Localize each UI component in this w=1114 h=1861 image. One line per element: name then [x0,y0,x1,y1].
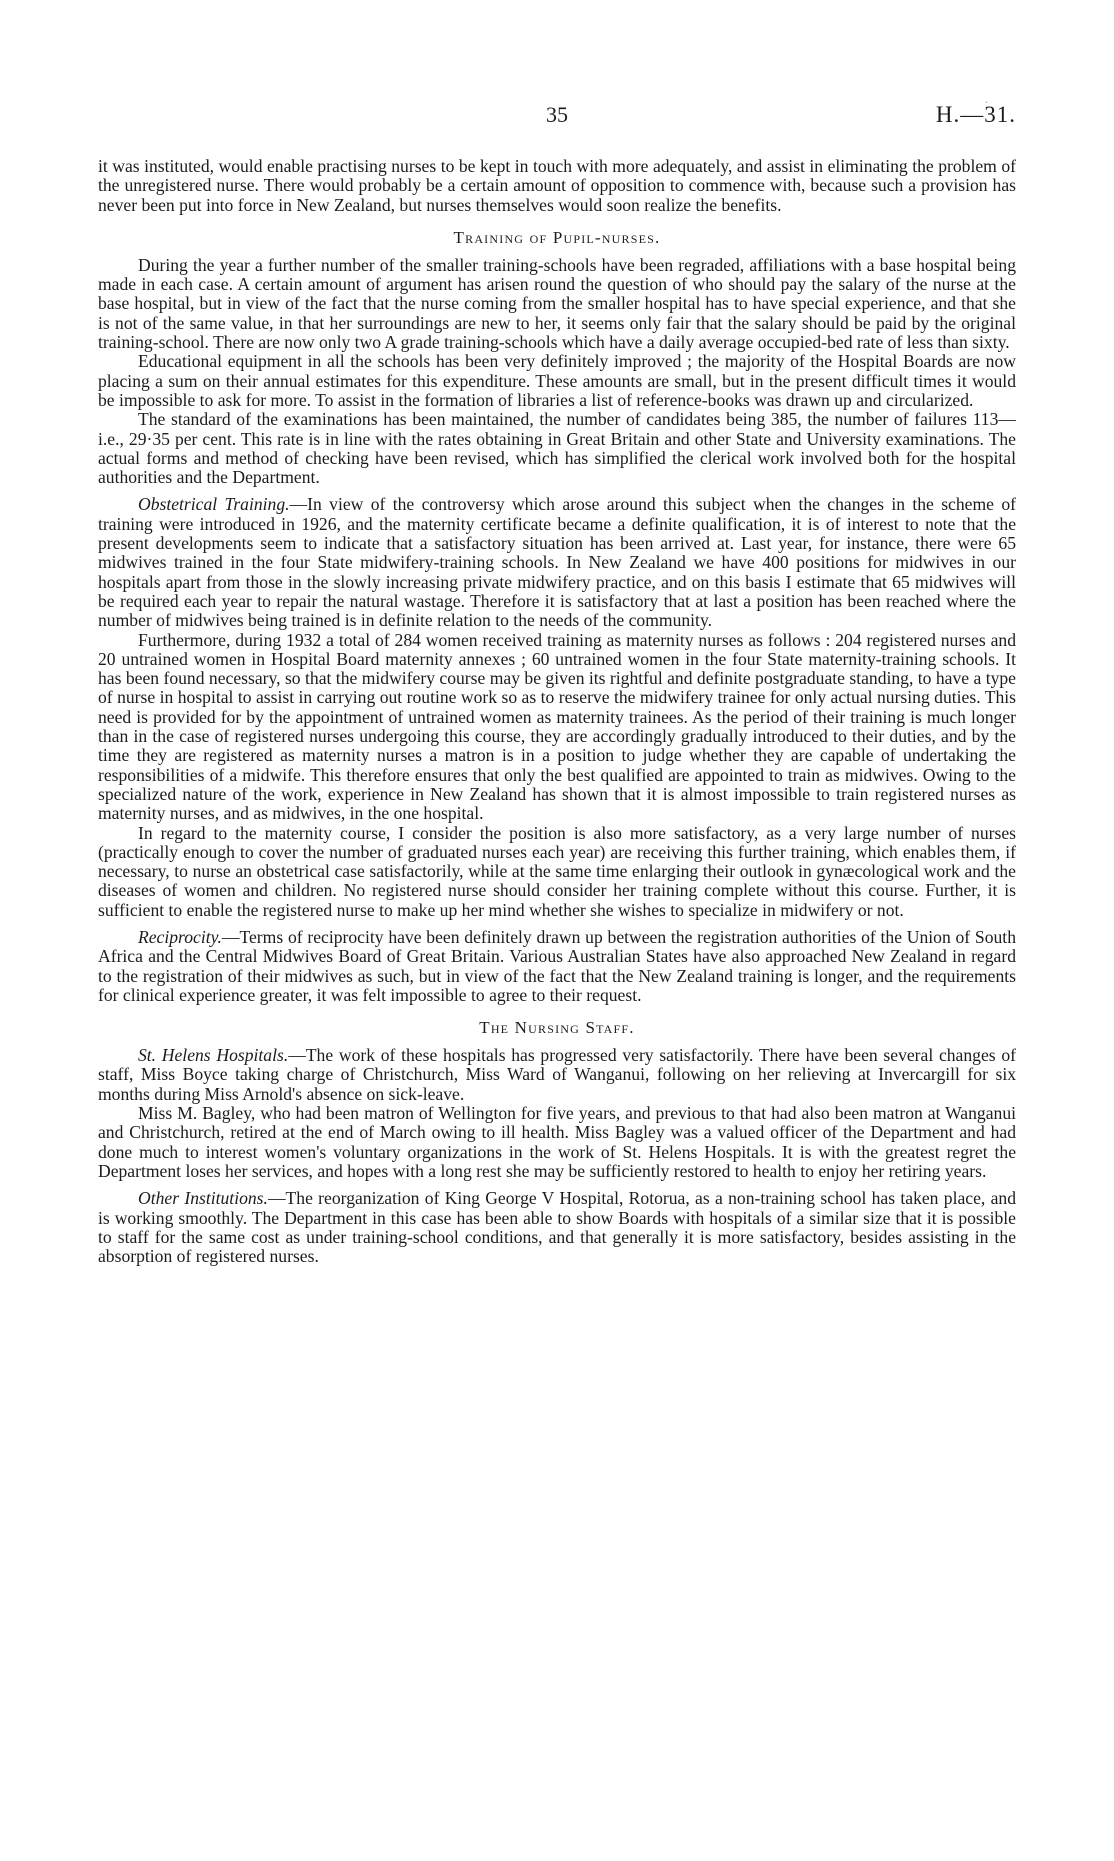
bagley-paragraph: Miss M. Bagley, who had been matron of Wellington for five years, and previous to that had also been matron at Wanganui and Christchurch, retired at the end of March owing to ill health. Miss Bagley was a valued officer of the Department and had done much to interest women's voluntary organizations in the work of St. Helens Hospitals. It is with the greatest regret the Department loses her services, and hopes with a long rest she may be sufficiently restored to health to enjoy her retiring years. [98,1103,1016,1181]
other-institutions-text: —The reorganization of King George V Hospital, Rotorua, as a non-training school has taken place, and is working smoothly. The Department in this case has been able to show Boards with hospitals of a similar size that it is possible to staff for the same cost as under training-school conditions, and that generally it is more satisfactory, besides assisting in the absorption of registered nurses. [98,1188,1017,1267]
section-heading-training: Training of Pupil-nurses. [453,227,661,247]
st-helens-title: St. Helens Hospitals. [138,1045,289,1066]
obstetrical-training-paragraph [98,495,1016,630]
training-paragraph-4: Furthermore, during 1932 a total of 284 women received training as maternity nurses as follows : 204 registered nurses and 20 untrained women in Hospital Board maternity annexes ; 60 untrained women in the four State maternity-training schools. It has been found necessary, so that the midwifery course may be given its rightful and definite postgraduate standing, to have a type of nurse in hospital to assist in carrying out routine work so as to reserve the midwifery trainee for only actual nursing duties. This need is provided for by the appointment of untrained women as maternity trainees. As the period of their training is much longer than in the case of registered nurses undergoing this course, they are accordingly gradually introduced to their duties, and by the time they are registered as maternity nurses a matron is in a position to judge whether they are capable of undertaking the responsibilities of a midwife. This therefore ensures that only the best qualified are appointed to train as midwives. Owing to the specialized nature of the work, experience in New Zealand has shown that it is almost impossible to train registered nurses as maternity nurses, and as midwives, in the one hospital. [98,629,1016,824]
page-body [98,157,1016,1266]
page-number: 35 [546,102,568,127]
other-institutions-title: Other Institutions. [138,1188,268,1209]
reciprocity-text: —Terms of reciprocity have been definitely drawn up between the registration authorities of the Union of South Africa and the Central Midwives Board of Great Britain. Various Australian States have also approached New Zealand in regard to the registration of their midwives as such, but in view of the fact that the New Zealand training is longer, and the requirements for clinical experience greater, it was felt impossible to agree to their request. [98,926,1016,1005]
obstetrical-training-title: Obstetrical Training. [138,494,290,515]
other-institutions-paragraph [98,1189,1016,1266]
intro-paragraph: it was instituted, would enable practising nurses to be kept in touch with more adequately, and assist in eliminating the problem of the unregistered nurse. There would probably be a certain amount of opposition to commence with, because such a provision has never been put into force in New Zealand, but nurses themselves would soon realize the benefits. [98,156,1016,215]
training-paragraph-5: In regard to the maternity course, I consider the position is also more satisfactory, as a very large number of nurses (practically enough to cover the number of graduated nurses each year) are receiving this further training, which enables them, if necessary, to nurse an obstetrical case satisfactorily, while at the same time enlarging their outlook in gynæcological work and the diseases of women and children. No registered nurse should consider her training complete without this course. Further, it is sufficient to enable the registered nurse to make up her mind whether she wishes to specialize in midwifery or not. [98,822,1016,920]
obstetrical-training-text: —In view of the controversy which arose around this subject when the changes in the scheme of training were introduced in 1926, and the maternity certificate became a definite qualification, it is of interest to note that the present developments seem to indicate that a satisfactory situation has been arrived at. Last year, for instance, there were 65 midwives trained in the four State midwifery-training schools. In New Zealand we have 400 positions for midwives in our hospitals apart from those in the slowly increasing private midwifery practice, and on this basis I estimate that 65 midwives will be required each year to repair the natural wastage. Therefore it is satisfactory that at last a position has been reached where the number of midwives being trained is in definite relation to the needs of the community. [98,494,1016,631]
training-paragraph-3: The standard of the examinations has been maintained, the number of candidates being 385, the number of failures 113—i.e., 29·35 per cent. This rate is in line with the rates obtaining in Great Britain and other State and University examinations. The actual forms and method of checking have been revised, which has simplified the clerical work involved both for the hospital authorities and the Department. [98,409,1016,488]
margin-mark: . [985,92,988,106]
document-reference: H.—31. [935,102,1016,127]
reciprocity-paragraph [98,928,1016,1005]
st-helens-text: —The work of these hospitals has progressed very satisfactorily. There have been several changes of staff, Miss Boyce taking charge of Christchurch, Miss Ward of Wanganui, following on her relieving at Invercargill for six months during Miss Arnold's absence on sick-leave. [98,1045,1016,1104]
st-helens-paragraph [98,1046,1016,1104]
section-heading-nursing-staff: The Nursing Staff. [479,1018,635,1038]
reciprocity-title: Reciprocity. [138,926,222,947]
page-header [98,102,1016,132]
training-paragraph-2: Educational equipment in all the schools has been very definitely improved ; the majority of the Hospital Boards are now placing a sum on their annual estimates for this expenditure. These amounts are small, but in the present difficult times it would be impossible to ask for more. To assist in the formation of libraries a list of reference-books was drawn up and circularized. [98,351,1016,410]
training-paragraph-1: During the year a further number of the smaller training-schools have been regraded, affiliations with a base hospital being made in each case. A certain amount of argument has arisen round the question of who should pay the salary of the nurse at the base hospital, but in view of the fact that the nurse coming from the smaller hospital has to have special experience, and that she is not of the same value, in that her surroundings are new to her, it seems only fair that the salary should be paid by the original training-school. There are now only two A grade training-schools which have a daily average occupied-bed rate of less than sixty. [98,254,1016,353]
